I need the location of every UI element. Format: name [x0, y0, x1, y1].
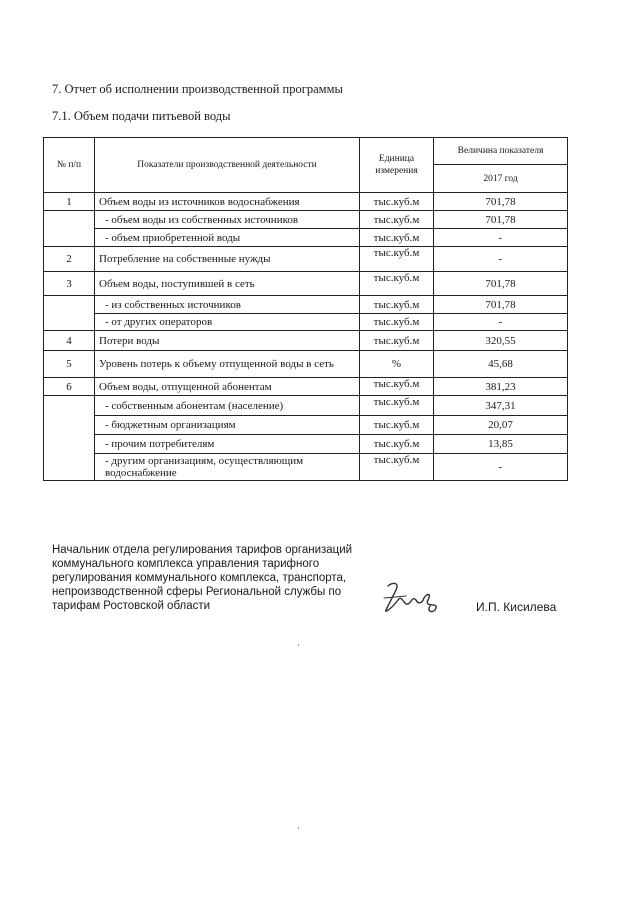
row-unit: тыс.куб.м	[360, 247, 434, 272]
row-indicator: Потери воды	[95, 331, 360, 351]
table-row	[44, 296, 568, 314]
table-row	[44, 247, 568, 272]
row-indicator: Потребление на собственные нужды	[95, 247, 360, 272]
table-row	[44, 435, 568, 454]
row-indicator: - другим организациям, осуществляющим водоснабжение	[95, 454, 360, 481]
table-row	[44, 272, 568, 296]
row-value: -	[434, 247, 568, 272]
table-row	[44, 331, 568, 351]
row-unit: %	[360, 351, 434, 378]
row-indicator: - бюджетным организациям	[95, 416, 360, 435]
row-value: 701,78	[434, 193, 568, 211]
row-indicator: - собственным абонентам (население)	[95, 396, 360, 416]
row-value: 701,78	[434, 211, 568, 229]
signatory-position: Начальник отдела регулирования тарифов организаций коммунального комплекса управления тарифного регулирования коммунального комплекса, транспорта, непроизводственной сферы Региональной службы по тарифам Ростовской области	[52, 544, 353, 612]
header-indicator: Показатели производственной деятельности	[95, 138, 360, 193]
table-row	[44, 454, 568, 481]
row-num: 4	[44, 331, 95, 351]
row-unit: тыс.куб.м	[360, 454, 434, 481]
table-row	[44, 396, 568, 416]
table-row	[44, 193, 568, 211]
row-num	[44, 211, 95, 247]
scan-dot	[298, 644, 299, 646]
row-indicator: Объем воды, поступившей в сеть	[95, 272, 360, 296]
row-num: 6	[44, 378, 95, 396]
row-indicator: Уровень потерь к объему отпущенной воды в сеть	[95, 351, 360, 378]
row-num: 2	[44, 247, 95, 272]
row-num: 1	[44, 193, 95, 211]
row-unit: тыс.куб.м	[360, 435, 434, 454]
row-value: 20,07	[434, 416, 568, 435]
table-row	[44, 351, 568, 378]
row-num	[44, 296, 95, 331]
row-unit: тыс.куб.м	[360, 314, 434, 331]
section-title: 7. Отчет об исполнении производственной программы	[52, 82, 343, 96]
row-unit: тыс.куб.м	[360, 396, 434, 416]
header-value-group: Величина показателя	[434, 138, 568, 165]
row-num	[44, 396, 95, 481]
row-unit: тыс.куб.м	[360, 193, 434, 211]
row-unit: тыс.куб.м	[360, 296, 434, 314]
row-value: 13,85	[434, 435, 568, 454]
table-row	[44, 314, 568, 331]
row-value: 347,31	[434, 396, 568, 416]
row-num: 5	[44, 351, 95, 378]
handwritten-signature	[378, 578, 448, 618]
row-value: -	[434, 229, 568, 247]
table-row	[44, 416, 568, 435]
subsection-title: 7.1. Объем подачи питьевой воды	[52, 109, 231, 123]
scan-dot	[298, 827, 299, 829]
row-value: 701,78	[434, 296, 568, 314]
table-row	[44, 229, 568, 247]
row-indicator: Объем воды, отпущенной абонентам	[95, 378, 360, 396]
row-unit: тыс.куб.м	[360, 378, 434, 396]
row-indicator: - прочим потребителям	[95, 435, 360, 454]
row-value: 320,55	[434, 331, 568, 351]
row-value: 701,78	[434, 272, 568, 296]
row-indicator: Объем воды из источников водоснабжения	[95, 193, 360, 211]
row-unit: тыс.куб.м	[360, 331, 434, 351]
signatory-name: И.П. Кисилева	[476, 600, 557, 614]
row-value: 45,68	[434, 351, 568, 378]
row-indicator: - от других операторов	[95, 314, 360, 331]
row-indicator: - из собственных источников	[95, 296, 360, 314]
row-indicator: - объем воды из собственных источников	[95, 211, 360, 229]
row-indicator: - объем приобретенной воды	[95, 229, 360, 247]
row-value: 381,23	[434, 378, 568, 396]
row-value: -	[434, 314, 568, 331]
water-supply-table	[43, 137, 568, 481]
header-unit: Единица измерения	[360, 138, 434, 193]
header-year: 2017 год	[434, 165, 568, 193]
table-row	[44, 378, 568, 396]
row-value: -	[434, 454, 568, 481]
row-unit: тыс.куб.м	[360, 272, 434, 296]
row-unit: тыс.куб.м	[360, 229, 434, 247]
row-unit: тыс.куб.м	[360, 211, 434, 229]
row-unit: тыс.куб.м	[360, 416, 434, 435]
table-row	[44, 211, 568, 229]
header-num: № п/п	[44, 138, 95, 193]
row-num: 3	[44, 272, 95, 296]
